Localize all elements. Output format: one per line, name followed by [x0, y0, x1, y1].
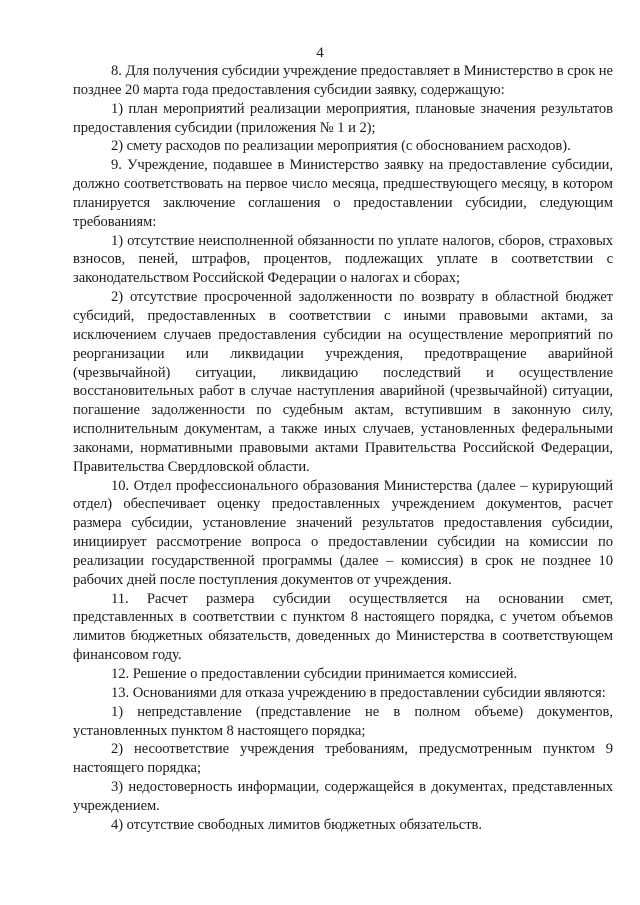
- paragraph-9-item-1: 1) отсутствие неисполненной обязанности по уплате налогов, сборов, страховых взносов, пеней, штрафов, процентов, подлежащих уплате в соответствии с законодательством Российской Федерации о налогах и сборах;: [73, 232, 613, 287]
- paragraph-8-item-2: 2) смету расходов по реализации мероприятия (с обоснованием расходов).: [111, 138, 571, 155]
- document-body: [73, 62, 613, 835]
- paragraph-13-item-4: 4) отсутствие свободных лимитов бюджетных обязательств.: [111, 816, 482, 833]
- paragraph-12: 12. Решение о предоставлении субсидии принимается комиссией.: [111, 666, 518, 682]
- paragraph-9: 9. Учреждение, подавшее в Министерство заявку на предоставление субсидии, должно соответствовать на первое число месяца, предшествующего месяцу, в котором планируется заключение соглашения о предоставлении субсидии, следующим требованиям:: [73, 157, 613, 230]
- paragraph-9-item-2: 2) отсутствие просроченной задолженности по возврату в областной бюджет субсидий, предоставленных в соответствии с иными правовыми актами, за исключением случаев предоставления субсидии на осуществление мероприятий по реорганизации или ликвидации учреждения, предотвращение аварийной (чрезвычайной) ситуации, ликвидацию последствий и осуществление восстановительных работ в случае наступления аварийной (чрезвычайной) ситуации, погашение задолженности по судебным актам, вступившим в законную силу, исполнительным документам, а также иных случаев, установленных федеральными законами, нормативными правовыми актами Правительства Российской Федерации, Правительства Свердловской области.: [73, 289, 613, 475]
- paragraph-13: 13. Основаниями для отказа учреждению в предоставлении субсидии являются:: [111, 684, 606, 701]
- paragraph-10: 10. Отдел профессионального образования Министерства (далее – курирующий отдел) обеспечивает оценку предоставленных учреждением документов, расчет размера субсидии, установление значений результатов предоставления субсидии, инициирует рассмотрение вопроса о предоставлении субсидии на комиссии по реализации государственной программы (далее – комиссия) в срок не позднее 10 рабочих дней после поступления документов от учреждения.: [73, 477, 613, 588]
- paragraph-13-item-2: 2) несоответствие учреждения требованиям, предусмотренным пунктом 9 настоящего порядка;: [73, 741, 613, 777]
- paragraph-8: 8. Для получения субсидии учреждение предоставляет в Министерство в срок не позднее 20 марта года предоставления субсидии заявку, содержащую:: [73, 63, 613, 98]
- paragraph-13-item-3: 3) недостоверность информации, содержащейся в документах, представленных учреждением.: [73, 779, 613, 814]
- paragraph-8-item-1: 1) план мероприятий реализации мероприятия, плановые значения результатов предоставления субсидии (приложения № 1 и 2);: [73, 100, 613, 136]
- paragraph-13-item-1: 1) непредставление (представление не в полном объеме) документов, установленных пунктом 8 настоящего порядка;: [73, 703, 613, 739]
- paragraph-11: 11. Расчет размера субсидии осуществляется на основании смет, представленных в соответствии с пунктом 8 настоящего порядка, с учетом объемов лимитов бюджетных обязательств, доведенных до Министерства в соответствующем финансовом году.: [73, 590, 613, 664]
- page-number: 4: [316, 45, 324, 61]
